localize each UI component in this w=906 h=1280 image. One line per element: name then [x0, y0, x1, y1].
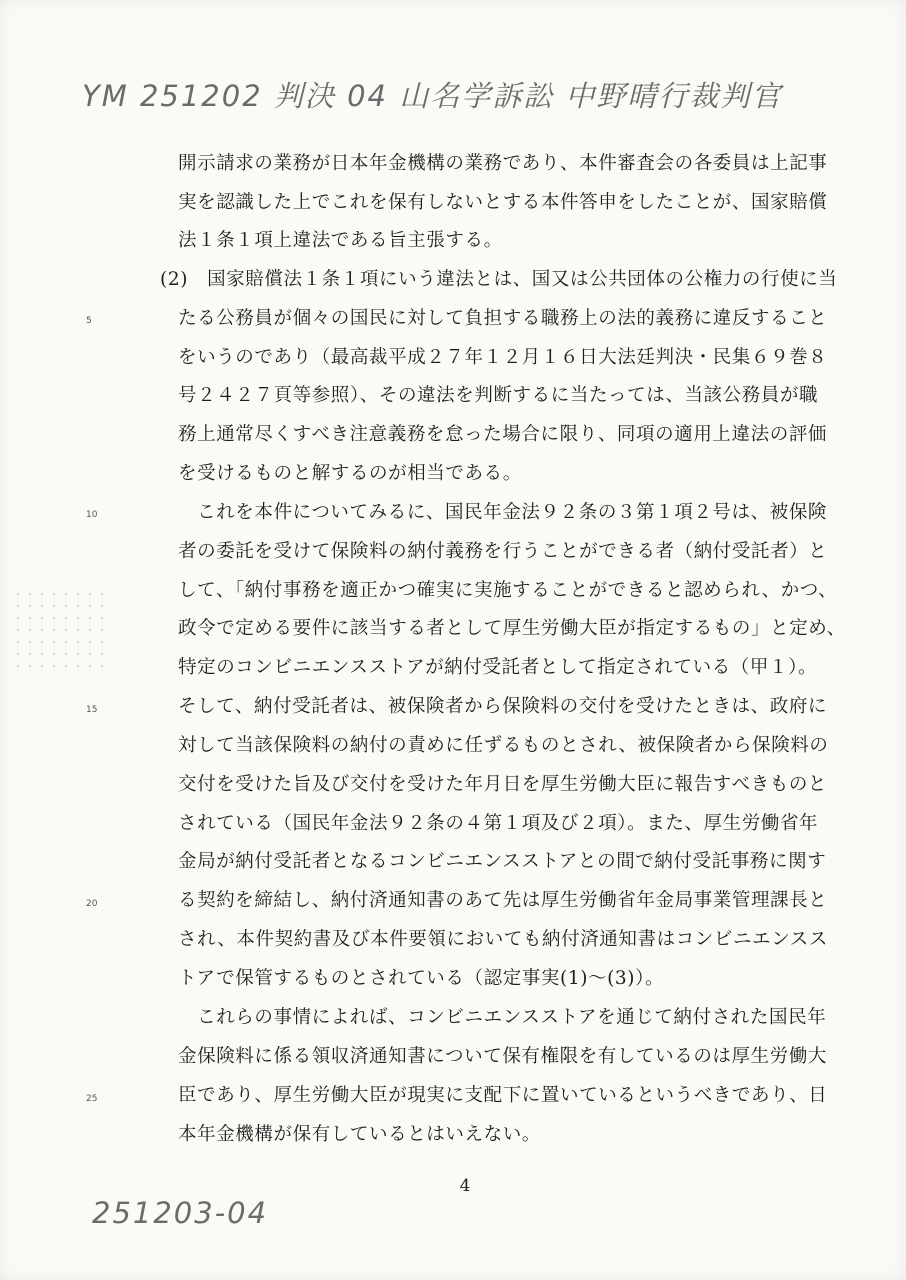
body-line: 政令で定める要件に該当する者として厚生労働大臣が指定するもの」と定め、 — [178, 618, 846, 639]
body-line: 務上通常尽くすべき注意義務を怠った場合に限り、同項の適用上違法の評価 — [178, 424, 828, 445]
body-line: 特定のコンビニエンスストアが納付受託者として指定されている（甲１）。 — [178, 657, 818, 678]
body-line: 交付を受けた旨及び交付を受けた年月日を厚生労働大臣に報告すべきものと — [178, 774, 828, 795]
body-line: 本年金機構が保有しているとはいえない。 — [178, 1124, 541, 1145]
body-line: 実を認識した上でこれを保有しないとする本件答申をしたことが、国家賠償 — [178, 192, 828, 213]
body-line: され、本件契約書及び本件要領においても納付済通知書はコンビニエンスス — [178, 929, 828, 950]
paper-dot-texture — [12, 588, 108, 668]
body-line: る契約を締結し、納付済通知書のあて先は厚生労働省年金局事業管理課長と — [178, 890, 828, 911]
body-line: これらの事情によれば、コンビニエンスストアを通じて納付された国民年 — [178, 1007, 827, 1028]
body-line: 金局が納付受託者となるコンビニエンスストアとの間で納付受託事務に関す — [178, 851, 827, 872]
body-line: これを本件についてみるに、国民年金法９２条の３第１項２号は、被保険 — [178, 502, 828, 523]
handwritten-header-note: YM 251202 判決 04 山名学訴訟 中野晴行裁判官 — [82, 79, 783, 113]
body-line: 開示請求の業務が日本年金機構の業務であり、本件審査会の各委員は上記事 — [178, 153, 828, 174]
body-line: 金保険料に係る領収済通知書について保有権限を有しているのは厚生労働大 — [178, 1046, 828, 1067]
page-number: 4 — [459, 1176, 471, 1196]
body-line: 者の委託を受けて保険料の納付義務を行うことができる者（納付受託者）と — [178, 541, 828, 562]
body-line: 号２４２７頁等参照）、その違法を判断するに当たっては、当該公務員が職 — [178, 385, 819, 406]
line-number: 10 — [86, 510, 98, 520]
handwritten-footer-note: 251203-04 — [92, 1196, 269, 1230]
body-line: そして、納付受託者は、被保険者から保険料の交付を受けたときは、政府に — [178, 696, 828, 717]
body-line: 対して当該保険料の納付の責めに任ずるものとされ、被保険者から保険料の — [178, 735, 829, 756]
line-number: 25 — [86, 1094, 98, 1104]
body-line: (2) 国家賠償法１条１項にいう違法とは、国又は公共団体の公権力の行使に当 — [160, 269, 838, 290]
body-line: して、「納付事務を適正かつ確実に実施することができると認められ、かつ、 — [178, 580, 838, 601]
body-line: をいうのであり（最高裁平成２７年１２月１６日大法廷判決・民集６９巻８ — [178, 347, 828, 368]
line-number: 5 — [86, 316, 92, 326]
line-number: 20 — [86, 899, 98, 909]
body-line: 法１条１項上違法である旨主張する。 — [178, 230, 503, 251]
body-line: を受けるものと解するのが相当である。 — [178, 463, 522, 484]
line-number: 15 — [86, 705, 98, 715]
body-line: たる公務員が個々の国民に対して負担する職務上の法的義務に違反すること — [178, 308, 828, 329]
body-line: 臣であり、厚生労働大臣が現実に支配下に置いているというべきであり、日 — [178, 1085, 828, 1106]
body-line: されている（国民年金法９２条の４第１項及び２項）。また、厚生労働省年 — [178, 813, 819, 834]
body-line: トアで保管するものとされている（認定事実(1)～(3)）。 — [178, 968, 665, 989]
